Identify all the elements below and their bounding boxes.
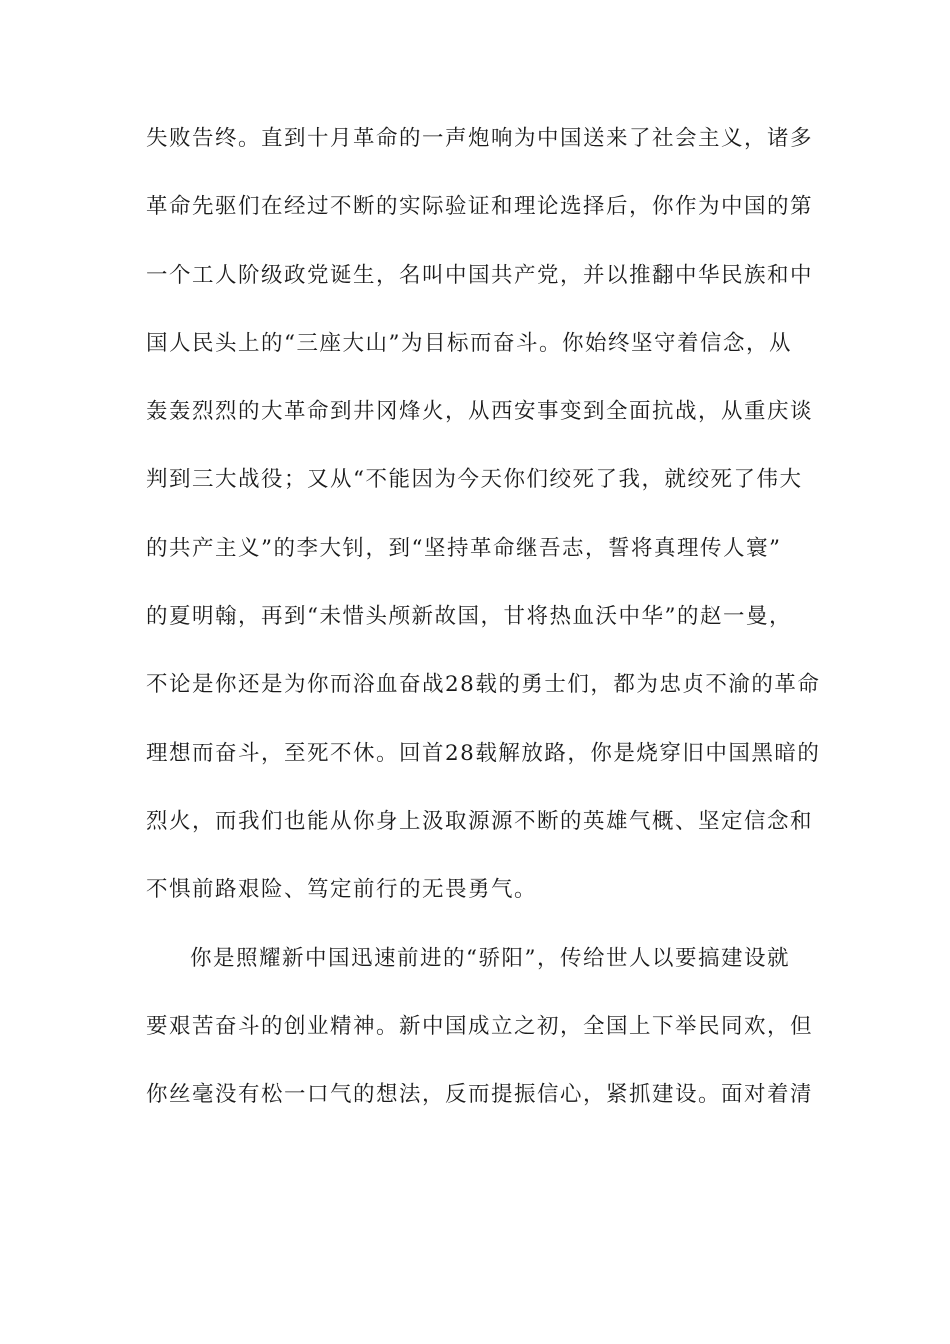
text-line: 轰轰烈烈的大革命到井冈烽火，从西安事变到全面抗战，从重庆谈 — [146, 399, 814, 425]
text-line: 你丝毫没有松一口气的想法，反而提振信心，紧抓建设。面对着清 — [146, 1082, 814, 1108]
text-line: 失败告终。直到十月革命的一声炮响为中国送来了社会主义，诸多 — [146, 126, 814, 151]
text-line: 要艰苦奋斗的创业精神。新中国成立之初，全国上下举民同欢，但 — [146, 1013, 814, 1039]
text-line: 国人民头上的“三座大山”为目标而奋斗。你始终坚守着信念，从 — [146, 330, 792, 356]
text-line: 的夏明翰，再到“未惜头颅新故国，甘将热血沃中华”的赵一曼， — [146, 604, 792, 630]
paragraph-start-line: 你是照耀新中国迅速前进的“骄阳”，传给世人以要搞建设就 — [190, 945, 790, 971]
text-line: 判到三大战役；又从“不能因为今天你们绞死了我，就绞死了伟大 — [146, 467, 803, 493]
body-text — [146, 122, 821, 1146]
text-line: 的共产主义”的李大钊，到“坚持革命继吾志，誓将真理传人寰” — [146, 535, 782, 561]
text-line: 烈火，而我们也能从你身上汲取源源不断的英雄气概、坚定信念和 — [146, 808, 814, 834]
text-line: 革命先驱们在经过不断的实际验证和理论选择后，你作为中国的第 — [146, 194, 814, 220]
text-line: 一个工人阶级政党诞生，名叫中国共产党，并以推翻中华民族和中 — [146, 262, 814, 288]
text-line: 理想而奋斗，至死不休。回首28载解放路，你是烧穿旧中国黑暗的 — [146, 740, 821, 766]
text-line: 不惧前路艰险、笃定前行的无畏勇气。 — [146, 877, 538, 903]
text-line: 不论是你还是为你而浴血奋战28载的勇士们，都为忠贞不渝的革命 — [146, 672, 821, 698]
